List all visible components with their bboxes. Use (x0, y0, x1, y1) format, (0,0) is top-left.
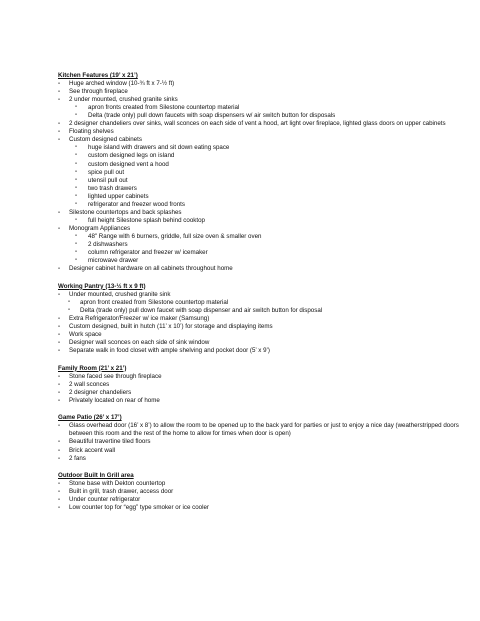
list-item-text: 2 wall sconces (69, 380, 110, 388)
list-item-text: 2 fans (69, 454, 86, 462)
list-item-text: Stone base with Dekton countertop (69, 480, 166, 488)
section (58, 472, 468, 512)
sub-list-item (58, 104, 468, 112)
list-item-text: Designer cabinet hardware on all cabinets throughout home (69, 265, 233, 273)
list-item (58, 128, 468, 136)
sub-list-item (58, 299, 468, 307)
list-item-text: column refrigerator and freezer w/ icemaker (88, 249, 208, 257)
section (58, 365, 468, 405)
sub-list-item (58, 185, 468, 193)
list-item-text: 2 designer chandeliers over sinks, wall sconces on each side of vent a hood, art light over fireplace, lighted glass doors on upper cabinets (69, 120, 446, 128)
list-item-text: Huge arched window (10-¾ ft x 7-½ ft) (69, 80, 175, 88)
list-item-text: Built in grill, trash drawer, access door (69, 488, 174, 496)
list-item-text: spice pull out (88, 168, 125, 176)
list-item-text: Designer wall sconces on each side of sink window (69, 339, 210, 346)
list-item-text: Custom designed cabinets (69, 136, 142, 144)
section (58, 414, 468, 462)
sub-list-item (58, 169, 468, 177)
sub-list-item (58, 249, 468, 257)
list-item-text: 2 under mounted, crushed granite sinks (69, 96, 178, 104)
sub-list-item (58, 112, 468, 120)
list-item-text: Silestone countertops and back splashes (69, 208, 182, 216)
list-item (58, 488, 468, 496)
section (58, 283, 468, 355)
list-item-text: full height Silestone splash behind cooktop (88, 216, 205, 224)
list-item-text: Glass overhead door (16’ x 8’) to allow the room to be opened up to the back yard for parties or just to enjoy a nice day (weatherstripped doors between this room and the rest of the home to allow for times when door is open) (69, 422, 459, 438)
list-item-text: Privately located on rear of home (69, 396, 160, 404)
list-item-text: Extra Refrigerator/Freezer w/ ice maker (Samsung) (69, 314, 210, 322)
sub-list-item (58, 257, 468, 265)
list-item-text: huge island with drawers and sit down eating space (88, 144, 230, 152)
list-item-text: Stone faced see through fireplace (69, 372, 162, 380)
section-heading: Game Patio (26’ x 17’) (58, 414, 122, 422)
list-item-text: apron fronts created from Silestone countertop material (88, 104, 240, 112)
section-heading: Working Pantry (13-½ ft x 9 ft) (58, 282, 146, 290)
list-item-text: lighted upper cabinets (88, 192, 149, 200)
feature-list (58, 373, 468, 405)
list-item (58, 389, 468, 397)
sub-list-item (58, 161, 468, 169)
sub-list-item (58, 193, 468, 201)
sub-list-item (58, 217, 468, 225)
list-item (58, 397, 468, 405)
section-heading: Outdoor Built In Grill area (58, 472, 134, 480)
section-heading: Kitchen Features (19’ x 21’) (58, 72, 138, 79)
list-item (58, 225, 468, 233)
list-item-text: 48" Range with 6 burners, griddle, full size oven & smaller oven (88, 232, 262, 240)
list-item (58, 331, 468, 339)
list-item-text: 2 dishwashers (88, 240, 128, 248)
list-item (58, 438, 468, 446)
list-item (58, 422, 468, 438)
list-item (58, 347, 468, 355)
feature-list (58, 422, 468, 462)
list-item-text: custom designed legs on island (88, 152, 175, 160)
list-item (58, 291, 468, 299)
list-item-text: Delta (trade only) pull down faucets with soap dispensers w/ air switch button for disposals (88, 112, 336, 120)
sub-list-item (58, 152, 468, 160)
list-item-text: Floating shelves (69, 128, 114, 136)
list-item (58, 447, 468, 455)
list-item (58, 315, 468, 323)
list-item (58, 265, 468, 273)
document-page (58, 72, 468, 512)
list-item-text: Beautiful travertine tiled floors (69, 438, 151, 446)
list-item (58, 381, 468, 389)
feature-list (58, 291, 468, 355)
list-item (58, 136, 468, 144)
list-item (58, 80, 468, 88)
list-item-text: Custom designed, built in hutch (11’ x 10’) for storage and displaying items (69, 322, 273, 330)
list-item (58, 209, 468, 217)
section (58, 72, 468, 273)
sub-list-item (58, 241, 468, 249)
list-item (58, 88, 468, 96)
list-item-text: Low counter top for “egg” type smoker or ice cooler (69, 504, 209, 512)
list-item-text: two trash drawers (88, 184, 137, 192)
list-item-text: 2 designer chandeliers (69, 388, 132, 396)
feature-list (58, 80, 468, 273)
sub-list-item (58, 144, 468, 152)
section-heading: Family Room (21’ x 21’) (58, 364, 127, 372)
sub-list-item (58, 201, 468, 209)
sub-list-item (58, 307, 468, 315)
list-item (58, 504, 468, 512)
list-item-text: Under counter refrigerator (69, 496, 141, 504)
list-item-text: Under mounted, crushed granite sink (69, 290, 171, 298)
list-item (58, 373, 468, 381)
list-item (58, 480, 468, 488)
list-item (58, 96, 468, 104)
list-item-text: Separate walk in food closet with ample shelving and pocket door (5’ x 9’) (69, 347, 270, 355)
list-item-text: custom designed vent a hood (88, 160, 169, 168)
list-item-text: Brick accent wall (69, 446, 116, 454)
list-item (58, 120, 468, 128)
list-item-text: Delta (trade only) pull down faucet with soap dispenser and air switch button for disposal (80, 306, 323, 314)
list-item (58, 455, 468, 463)
sub-list-item (58, 177, 468, 185)
list-item-text: See through fireplace (69, 88, 128, 96)
list-item-text: Monogram Appliances (69, 224, 131, 232)
list-item-text: refrigerator and freezer wood fronts (88, 200, 185, 208)
list-item (58, 496, 468, 504)
list-item-text: microwave drawer (88, 257, 139, 265)
list-item-text: utensil pull out (88, 176, 128, 184)
list-item (58, 323, 468, 331)
feature-list (58, 480, 468, 512)
list-item-text: Work space (69, 330, 102, 338)
sub-list-item (58, 233, 468, 241)
list-item (58, 339, 468, 347)
list-item-text: apron front created from Silestone countertop material (80, 298, 229, 306)
